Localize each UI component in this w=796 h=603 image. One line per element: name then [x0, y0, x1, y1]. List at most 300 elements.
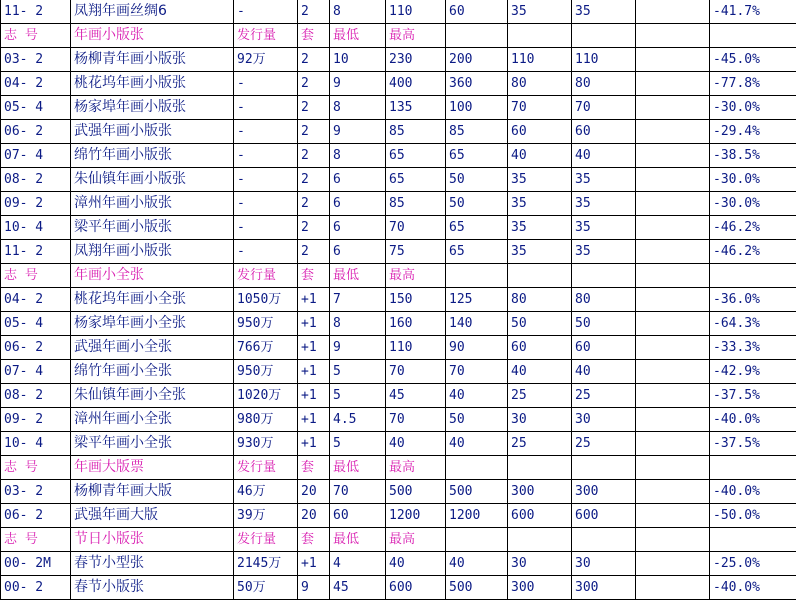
stamp-name-cell[interactable]: 武强年画大版 — [71, 504, 234, 528]
min-price-cell[interactable]: 9 — [330, 72, 386, 96]
empty-cell[interactable] — [636, 48, 710, 72]
change-percent-cell[interactable]: -30.0% — [710, 96, 796, 120]
price-cell-b[interactable]: 40 — [508, 360, 572, 384]
min-price-cell[interactable]: 最低 — [330, 456, 386, 480]
price-cell-a[interactable] — [446, 24, 508, 48]
issue-number-cell[interactable]: 11- 2 — [1, 0, 71, 24]
change-percent-cell[interactable]: -45.0% — [710, 48, 796, 72]
empty-cell[interactable] — [636, 72, 710, 96]
issue-volume-cell[interactable]: 950万 — [234, 312, 298, 336]
empty-cell[interactable] — [636, 120, 710, 144]
price-cell-b[interactable]: 60 — [508, 336, 572, 360]
set-count-cell[interactable]: 2 — [298, 0, 330, 24]
max-price-cell[interactable]: 110 — [386, 0, 446, 24]
issue-volume-cell[interactable]: - — [234, 0, 298, 24]
issue-volume-cell[interactable]: 930万 — [234, 432, 298, 456]
issue-volume-cell[interactable]: 92万 — [234, 48, 298, 72]
issue-volume-cell[interactable]: - — [234, 216, 298, 240]
stamp-name-cell[interactable]: 凤翔年画丝绸6 — [71, 0, 234, 24]
price-cell-c[interactable]: 35 — [572, 192, 636, 216]
max-price-cell[interactable]: 110 — [386, 336, 446, 360]
issue-volume-cell[interactable]: 发行量 — [234, 264, 298, 288]
issue-volume-cell[interactable]: 1020万 — [234, 384, 298, 408]
table-row — [1, 288, 796, 312]
price-cell-a[interactable]: 50 — [446, 408, 508, 432]
issue-number-cell[interactable]: 10- 4 — [1, 216, 71, 240]
set-count-cell[interactable]: +1 — [298, 336, 330, 360]
set-count-cell[interactable]: +1 — [298, 360, 330, 384]
price-cell-c[interactable]: 35 — [572, 240, 636, 264]
price-cell-c[interactable]: 60 — [572, 120, 636, 144]
price-cell-c[interactable] — [572, 456, 636, 480]
stamp-name-cell[interactable]: 梁平年画小全张 — [71, 432, 234, 456]
min-price-cell[interactable]: 10 — [330, 48, 386, 72]
price-cell-a[interactable] — [446, 528, 508, 552]
max-price-cell[interactable]: 65 — [386, 168, 446, 192]
stamp-name-cell[interactable]: 桃花坞年画小全张 — [71, 288, 234, 312]
section-header-row — [1, 528, 796, 552]
stamp-name-cell[interactable]: 梁平年画小版张 — [71, 216, 234, 240]
price-cell-c[interactable]: 35 — [572, 0, 636, 24]
price-cell-c[interactable]: 35 — [572, 168, 636, 192]
issue-number-cell[interactable]: 志 号 — [1, 456, 71, 480]
stamp-name-cell[interactable]: 漳州年画小版张 — [71, 192, 234, 216]
min-price-cell[interactable]: 9 — [330, 120, 386, 144]
min-price-cell[interactable]: 9 — [330, 336, 386, 360]
max-price-cell[interactable]: 70 — [386, 216, 446, 240]
price-cell-b[interactable] — [508, 24, 572, 48]
price-cell-c[interactable]: 600 — [572, 504, 636, 528]
stamp-name-cell[interactable]: 节日小版张 — [71, 528, 234, 552]
table-row — [1, 408, 796, 432]
min-price-cell[interactable]: 最低 — [330, 528, 386, 552]
empty-cell[interactable] — [636, 360, 710, 384]
issue-volume-cell[interactable]: 发行量 — [234, 528, 298, 552]
change-percent-cell[interactable]: -42.9% — [710, 360, 796, 384]
min-price-cell[interactable]: 8 — [330, 312, 386, 336]
change-percent-cell[interactable] — [710, 528, 796, 552]
issue-volume-cell[interactable]: 766万 — [234, 336, 298, 360]
stamp-name-cell[interactable]: 杨家埠年画小版张 — [71, 96, 234, 120]
set-count-cell[interactable]: 2 — [298, 216, 330, 240]
max-price-cell[interactable]: 40 — [386, 552, 446, 576]
set-count-cell[interactable]: 9 — [298, 576, 330, 600]
price-cell-b[interactable]: 35 — [508, 216, 572, 240]
issue-number-cell[interactable]: 07- 4 — [1, 144, 71, 168]
table-row — [1, 72, 796, 96]
price-cell-c[interactable] — [572, 528, 636, 552]
issue-number-cell[interactable]: 志 号 — [1, 528, 71, 552]
set-count-cell[interactable]: 20 — [298, 504, 330, 528]
price-cell-b[interactable]: 35 — [508, 192, 572, 216]
min-price-cell[interactable]: 6 — [330, 216, 386, 240]
price-cell-b[interactable]: 110 — [508, 48, 572, 72]
table-row — [1, 480, 796, 504]
min-price-cell[interactable]: 最低 — [330, 264, 386, 288]
price-cell-a[interactable]: 40 — [446, 384, 508, 408]
stamp-name-cell[interactable]: 朱仙镇年画小版张 — [71, 168, 234, 192]
change-percent-cell[interactable]: -37.5% — [710, 384, 796, 408]
min-price-cell[interactable]: 最低 — [330, 24, 386, 48]
table-row — [1, 552, 796, 576]
set-count-cell[interactable]: 2 — [298, 48, 330, 72]
issue-number-cell[interactable]: 09- 2 — [1, 408, 71, 432]
price-cell-a[interactable]: 140 — [446, 312, 508, 336]
set-count-cell[interactable]: +1 — [298, 312, 330, 336]
section-header-row — [1, 264, 796, 288]
price-cell-c[interactable]: 40 — [572, 144, 636, 168]
price-cell-b[interactable]: 300 — [508, 576, 572, 600]
empty-cell[interactable] — [636, 576, 710, 600]
empty-cell[interactable] — [636, 408, 710, 432]
set-count-cell[interactable]: +1 — [298, 552, 330, 576]
table-row — [1, 384, 796, 408]
stamp-name-cell[interactable]: 春节小型张 — [71, 552, 234, 576]
empty-cell[interactable] — [636, 96, 710, 120]
table-body — [1, 0, 796, 600]
max-price-cell[interactable]: 85 — [386, 192, 446, 216]
max-price-cell[interactable]: 500 — [386, 480, 446, 504]
price-cell-c[interactable]: 80 — [572, 72, 636, 96]
price-cell-a[interactable]: 60 — [446, 0, 508, 24]
empty-cell[interactable] — [636, 312, 710, 336]
set-count-cell[interactable]: 2 — [298, 72, 330, 96]
price-cell-a[interactable]: 125 — [446, 288, 508, 312]
max-price-cell[interactable]: 最高 — [386, 24, 446, 48]
change-percent-cell[interactable]: -36.0% — [710, 288, 796, 312]
table-row — [1, 144, 796, 168]
empty-cell[interactable] — [636, 240, 710, 264]
change-percent-cell[interactable]: -64.3% — [710, 312, 796, 336]
price-cell-b[interactable]: 35 — [508, 240, 572, 264]
price-cell-a[interactable]: 360 — [446, 72, 508, 96]
change-percent-cell[interactable]: -30.0% — [710, 168, 796, 192]
price-cell-c[interactable]: 110 — [572, 48, 636, 72]
issue-number-cell[interactable]: 03- 2 — [1, 480, 71, 504]
issue-volume-cell[interactable]: - — [234, 144, 298, 168]
issue-volume-cell[interactable]: 46万 — [234, 480, 298, 504]
max-price-cell[interactable]: 160 — [386, 312, 446, 336]
issue-number-cell[interactable]: 07- 4 — [1, 360, 71, 384]
price-cell-b[interactable] — [508, 456, 572, 480]
empty-cell[interactable] — [636, 456, 710, 480]
issue-number-cell[interactable]: 志 号 — [1, 24, 71, 48]
stamp-name-cell[interactable]: 年画大版票 — [71, 456, 234, 480]
table-row — [1, 360, 796, 384]
change-percent-cell[interactable]: -33.3% — [710, 336, 796, 360]
empty-cell[interactable] — [636, 0, 710, 24]
max-price-cell[interactable]: 40 — [386, 432, 446, 456]
set-count-cell[interactable]: 套 — [298, 24, 330, 48]
price-cell-b[interactable]: 35 — [508, 168, 572, 192]
max-price-cell[interactable]: 135 — [386, 96, 446, 120]
price-cell-b[interactable]: 50 — [508, 312, 572, 336]
price-cell-a[interactable]: 500 — [446, 576, 508, 600]
stamp-name-cell[interactable]: 杨柳青年画大版 — [71, 480, 234, 504]
issue-number-cell[interactable]: 05- 4 — [1, 312, 71, 336]
issue-volume-cell[interactable]: 发行量 — [234, 456, 298, 480]
issue-volume-cell[interactable]: 39万 — [234, 504, 298, 528]
change-percent-cell[interactable]: -77.8% — [710, 72, 796, 96]
change-percent-cell[interactable]: -40.0% — [710, 480, 796, 504]
stamp-name-cell[interactable]: 春节小版张 — [71, 576, 234, 600]
price-cell-a[interactable] — [446, 456, 508, 480]
max-price-cell[interactable]: 75 — [386, 240, 446, 264]
price-cell-b[interactable]: 300 — [508, 480, 572, 504]
table-row — [1, 168, 796, 192]
table-row — [1, 576, 796, 600]
empty-cell[interactable] — [636, 336, 710, 360]
min-price-cell[interactable]: 8 — [330, 96, 386, 120]
set-count-cell[interactable]: 2 — [298, 144, 330, 168]
empty-cell[interactable] — [636, 192, 710, 216]
max-price-cell[interactable]: 70 — [386, 408, 446, 432]
issue-number-cell[interactable]: 06- 2 — [1, 120, 71, 144]
issue-volume-cell[interactable]: - — [234, 192, 298, 216]
price-cell-a[interactable]: 1200 — [446, 504, 508, 528]
change-percent-cell[interactable]: -46.2% — [710, 240, 796, 264]
table-row — [1, 504, 796, 528]
empty-cell[interactable] — [636, 144, 710, 168]
issue-number-cell[interactable]: 08- 2 — [1, 168, 71, 192]
issue-number-cell[interactable]: 05- 4 — [1, 96, 71, 120]
min-price-cell[interactable]: 6 — [330, 192, 386, 216]
issue-volume-cell[interactable]: 1050万 — [234, 288, 298, 312]
issue-volume-cell[interactable]: 950万 — [234, 360, 298, 384]
price-cell-c[interactable]: 50 — [572, 312, 636, 336]
price-cell-b[interactable]: 35 — [508, 0, 572, 24]
price-cell-b[interactable]: 25 — [508, 432, 572, 456]
max-price-cell[interactable]: 400 — [386, 72, 446, 96]
stamp-name-cell[interactable]: 桃花坞年画小版张 — [71, 72, 234, 96]
change-percent-cell[interactable]: -25.0% — [710, 552, 796, 576]
set-count-cell[interactable]: 2 — [298, 96, 330, 120]
issue-number-cell[interactable]: 志 号 — [1, 264, 71, 288]
issue-number-cell[interactable]: 06- 2 — [1, 504, 71, 528]
price-cell-c[interactable]: 300 — [572, 576, 636, 600]
change-percent-cell[interactable]: -40.0% — [710, 408, 796, 432]
stamp-name-cell[interactable]: 凤翔年画小版张 — [71, 240, 234, 264]
table-row — [1, 96, 796, 120]
empty-cell[interactable] — [636, 504, 710, 528]
price-cell-a[interactable]: 85 — [446, 120, 508, 144]
stamp-name-cell[interactable]: 武强年画小版张 — [71, 120, 234, 144]
issue-number-cell[interactable]: 08- 2 — [1, 384, 71, 408]
set-count-cell[interactable]: +1 — [298, 384, 330, 408]
price-cell-a[interactable] — [446, 264, 508, 288]
change-percent-cell[interactable]: -38.5% — [710, 144, 796, 168]
issue-number-cell[interactable]: 10- 4 — [1, 432, 71, 456]
empty-cell[interactable] — [636, 528, 710, 552]
max-price-cell[interactable]: 最高 — [386, 528, 446, 552]
price-cell-a[interactable]: 40 — [446, 432, 508, 456]
min-price-cell[interactable]: 4.5 — [330, 408, 386, 432]
price-cell-c[interactable]: 25 — [572, 432, 636, 456]
table-row — [1, 432, 796, 456]
issue-number-cell[interactable]: 09- 2 — [1, 192, 71, 216]
empty-cell[interactable] — [636, 480, 710, 504]
price-cell-b[interactable]: 600 — [508, 504, 572, 528]
max-price-cell[interactable]: 最高 — [386, 456, 446, 480]
stamp-name-cell[interactable]: 武强年画小全张 — [71, 336, 234, 360]
change-percent-cell[interactable]: -37.5% — [710, 432, 796, 456]
set-count-cell[interactable]: 2 — [298, 168, 330, 192]
empty-cell[interactable] — [636, 264, 710, 288]
price-cell-a[interactable]: 500 — [446, 480, 508, 504]
issue-number-cell[interactable]: 11- 2 — [1, 240, 71, 264]
set-count-cell[interactable]: 2 — [298, 192, 330, 216]
issue-number-cell[interactable]: 04- 2 — [1, 288, 71, 312]
issue-number-cell[interactable]: 06- 2 — [1, 336, 71, 360]
issue-volume-cell[interactable]: 980万 — [234, 408, 298, 432]
min-price-cell[interactable]: 4 — [330, 552, 386, 576]
empty-cell[interactable] — [636, 288, 710, 312]
set-count-cell[interactable]: 套 — [298, 456, 330, 480]
price-cell-c[interactable] — [572, 264, 636, 288]
price-cell-b[interactable]: 80 — [508, 72, 572, 96]
max-price-cell[interactable]: 600 — [386, 576, 446, 600]
min-price-cell[interactable]: 6 — [330, 168, 386, 192]
price-cell-c[interactable]: 30 — [572, 408, 636, 432]
set-count-cell[interactable]: 套 — [298, 528, 330, 552]
table-row — [1, 216, 796, 240]
stamp-name-cell[interactable]: 杨柳青年画小版张 — [71, 48, 234, 72]
change-percent-cell[interactable]: -41.7% — [710, 0, 796, 24]
price-cell-c[interactable]: 30 — [572, 552, 636, 576]
max-price-cell[interactable]: 45 — [386, 384, 446, 408]
table-row — [1, 0, 796, 24]
stamp-name-cell[interactable]: 绵竹年画小全张 — [71, 360, 234, 384]
price-cell-b[interactable]: 30 — [508, 552, 572, 576]
price-cell-c[interactable] — [572, 24, 636, 48]
issue-volume-cell[interactable]: 2145万 — [234, 552, 298, 576]
price-cell-b[interactable]: 40 — [508, 144, 572, 168]
price-cell-a[interactable]: 50 — [446, 192, 508, 216]
price-cell-a[interactable]: 40 — [446, 552, 508, 576]
min-price-cell[interactable]: 5 — [330, 360, 386, 384]
empty-cell[interactable] — [636, 552, 710, 576]
empty-cell[interactable] — [636, 24, 710, 48]
price-cell-b[interactable]: 60 — [508, 120, 572, 144]
stamp-name-cell[interactable]: 绵竹年画小版张 — [71, 144, 234, 168]
empty-cell[interactable] — [636, 432, 710, 456]
issue-number-cell[interactable]: 00- 2M — [1, 552, 71, 576]
price-cell-c[interactable]: 25 — [572, 384, 636, 408]
change-percent-cell[interactable]: -29.4% — [710, 120, 796, 144]
price-cell-b[interactable]: 80 — [508, 288, 572, 312]
max-price-cell[interactable]: 85 — [386, 120, 446, 144]
price-cell-c[interactable]: 60 — [572, 336, 636, 360]
stamp-name-cell[interactable]: 朱仙镇年画小全张 — [71, 384, 234, 408]
set-count-cell[interactable]: 套 — [298, 264, 330, 288]
price-cell-c[interactable]: 40 — [572, 360, 636, 384]
min-price-cell[interactable]: 45 — [330, 576, 386, 600]
change-percent-cell[interactable]: -46.2% — [710, 216, 796, 240]
min-price-cell[interactable]: 5 — [330, 432, 386, 456]
table-row — [1, 240, 796, 264]
table-row — [1, 192, 796, 216]
section-header-row — [1, 24, 796, 48]
price-cell-a[interactable]: 65 — [446, 216, 508, 240]
max-price-cell[interactable]: 230 — [386, 48, 446, 72]
empty-cell[interactable] — [636, 168, 710, 192]
min-price-cell[interactable]: 7 — [330, 288, 386, 312]
table-row — [1, 120, 796, 144]
price-cell-b[interactable]: 70 — [508, 96, 572, 120]
price-cell-c[interactable]: 80 — [572, 288, 636, 312]
issue-volume-cell[interactable]: - — [234, 96, 298, 120]
change-percent-cell[interactable]: -40.0% — [710, 576, 796, 600]
set-count-cell[interactable]: +1 — [298, 408, 330, 432]
max-price-cell[interactable]: 最高 — [386, 264, 446, 288]
stamp-name-cell[interactable]: 年画小全张 — [71, 264, 234, 288]
issue-volume-cell[interactable]: 50万 — [234, 576, 298, 600]
min-price-cell[interactable]: 8 — [330, 0, 386, 24]
stamp-name-cell[interactable]: 杨家埠年画小全张 — [71, 312, 234, 336]
min-price-cell[interactable]: 60 — [330, 504, 386, 528]
max-price-cell[interactable]: 1200 — [386, 504, 446, 528]
section-header-row — [1, 456, 796, 480]
min-price-cell[interactable]: 8 — [330, 144, 386, 168]
change-percent-cell[interactable] — [710, 456, 796, 480]
price-cell-a[interactable]: 70 — [446, 360, 508, 384]
set-count-cell[interactable]: 20 — [298, 480, 330, 504]
price-cell-a[interactable]: 90 — [446, 336, 508, 360]
price-cell-a[interactable]: 100 — [446, 96, 508, 120]
empty-cell[interactable] — [636, 384, 710, 408]
set-count-cell[interactable]: +1 — [298, 432, 330, 456]
price-cell-b[interactable] — [508, 528, 572, 552]
empty-cell[interactable] — [636, 216, 710, 240]
max-price-cell[interactable]: 65 — [386, 144, 446, 168]
change-percent-cell[interactable]: -30.0% — [710, 192, 796, 216]
issue-number-cell[interactable]: 00- 2 — [1, 576, 71, 600]
issue-number-cell[interactable]: 03- 2 — [1, 48, 71, 72]
issue-volume-cell[interactable]: - — [234, 120, 298, 144]
stamp-name-cell[interactable]: 漳州年画小全张 — [71, 408, 234, 432]
change-percent-cell[interactable] — [710, 264, 796, 288]
price-cell-b[interactable]: 25 — [508, 384, 572, 408]
set-count-cell[interactable]: +1 — [298, 288, 330, 312]
max-price-cell[interactable]: 70 — [386, 360, 446, 384]
issue-volume-cell[interactable]: - — [234, 168, 298, 192]
price-cell-c[interactable]: 300 — [572, 480, 636, 504]
price-cell-c[interactable]: 35 — [572, 216, 636, 240]
price-cell-a[interactable]: 65 — [446, 240, 508, 264]
set-count-cell[interactable]: 2 — [298, 120, 330, 144]
price-cell-a[interactable]: 65 — [446, 144, 508, 168]
min-price-cell[interactable]: 5 — [330, 384, 386, 408]
change-percent-cell[interactable]: -50.0% — [710, 504, 796, 528]
min-price-cell[interactable]: 70 — [330, 480, 386, 504]
issue-volume-cell[interactable]: - — [234, 72, 298, 96]
stamp-name-cell[interactable]: 年画小版张 — [71, 24, 234, 48]
max-price-cell[interactable]: 150 — [386, 288, 446, 312]
change-percent-cell[interactable] — [710, 24, 796, 48]
price-cell-b[interactable]: 30 — [508, 408, 572, 432]
issue-number-cell[interactable]: 04- 2 — [1, 72, 71, 96]
price-cell-a[interactable]: 50 — [446, 168, 508, 192]
price-cell-b[interactable] — [508, 264, 572, 288]
table-row — [1, 312, 796, 336]
price-cell-a[interactable]: 200 — [446, 48, 508, 72]
issue-volume-cell[interactable]: - — [234, 240, 298, 264]
issue-volume-cell[interactable]: 发行量 — [234, 24, 298, 48]
table-row — [1, 336, 796, 360]
min-price-cell[interactable]: 6 — [330, 240, 386, 264]
set-count-cell[interactable]: 2 — [298, 240, 330, 264]
price-cell-c[interactable]: 70 — [572, 96, 636, 120]
